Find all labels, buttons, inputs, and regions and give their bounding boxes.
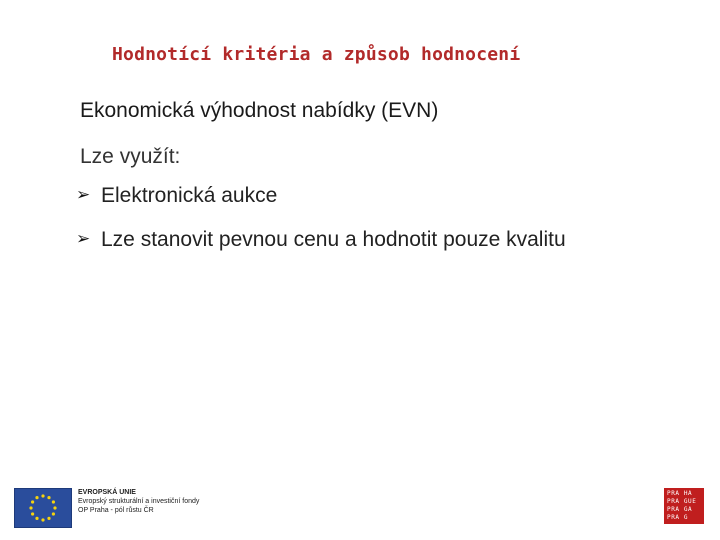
praha-logo-line: PRA HA [667,490,693,497]
eu-text-block [78,488,199,515]
eu-footer [14,488,199,528]
bullet-text: Lze stanovit pevnou cenu a hodnotit pouze kvalitu [101,228,566,251]
arrow-bullet-icon: ➢ [76,185,91,205]
bullet-text: Elektronická aukce [101,184,278,207]
eu-flag-icon [14,488,72,528]
slide-title: Hodnotící kritéria a způsob hodnocení [112,44,521,65]
arrow-bullet-icon: ➢ [76,229,91,249]
bullet-item [76,182,636,209]
praha-logo-line: PRA GUE [667,498,697,505]
eu-line-2: OP Praha - pól růstu ČR [78,507,154,514]
section-heading: Ekonomická výhodnost nabídky (EVN) [80,99,439,122]
praha-logo-line: PRA GA [667,506,693,513]
section-subheading: Lze využít: [80,145,181,168]
praha-logo-line: PRA G [667,514,689,521]
eu-title: EVROPSKÁ UNIE [78,489,136,496]
bullet-item [76,226,636,253]
eu-line-1: Evropský strukturální a investiční fondy [78,498,200,505]
bullet-list [76,182,636,270]
praha-logo [664,488,704,524]
